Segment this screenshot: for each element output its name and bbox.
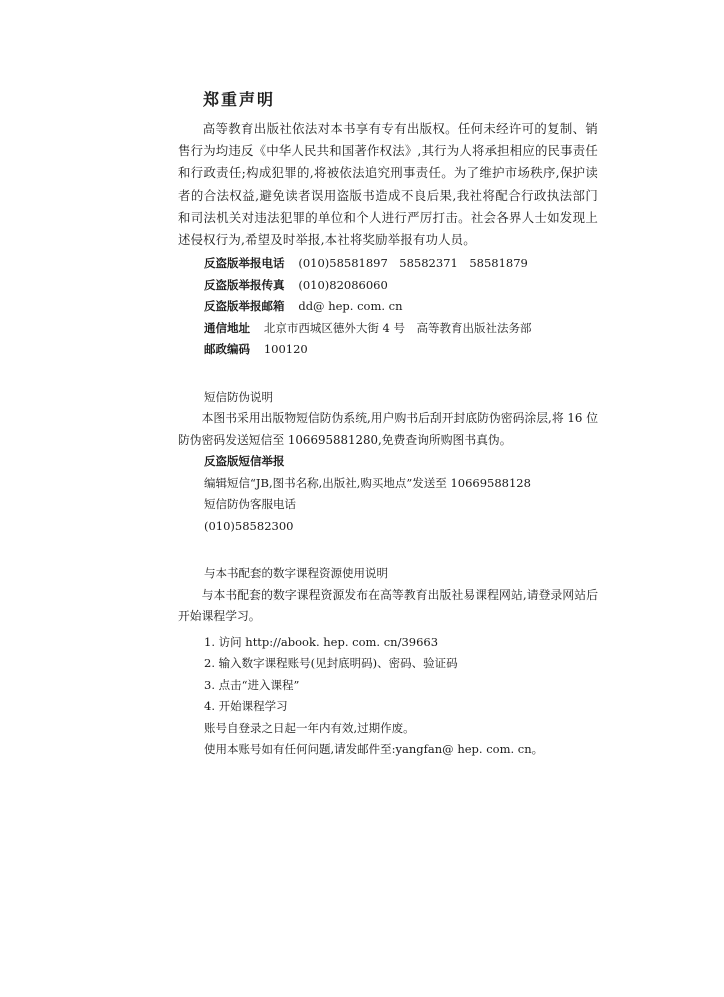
contact-row-email bbox=[178, 296, 598, 318]
notice-body: 高等教育出版社依法对本书享有专有出版权。任何未经许可的复制、销售行为均违反《中华人民共和国著作权法》,其行为人将承担相应的民事责任和行政责任;构成犯罪的,将被依法追究刑事责任。为了维护市场秩序,保护读者的合法权益,避免读者误用盗版书造成不良后果,我社将配合行政执法部门和司法机关对违法犯罪的单位和个人进行严厉打击。社会各界人士如发现上述侵权行为,希望及时举报,本社将奖励举报有功人员。 bbox=[178, 121, 598, 248]
contact-value: (010)82086060 bbox=[298, 277, 388, 292]
contact-label: 反盗版举报传真 bbox=[204, 277, 285, 292]
sms-section bbox=[178, 387, 598, 538]
contact-value: 北京市西城区德外大街 4 号 高等教育出版社法务部 bbox=[263, 320, 532, 335]
contact-label: 反盗版举报邮箱 bbox=[204, 299, 285, 314]
step-item: 4. 开始课程学习 bbox=[204, 699, 288, 714]
contact-value: dd@ hep. com. cn bbox=[298, 299, 403, 314]
contact-row-postcode bbox=[178, 339, 598, 361]
contact-value: 100120 bbox=[263, 342, 308, 357]
contact-row-fax bbox=[178, 275, 598, 297]
step-item: 2. 输入数字课程账号(见封底明码)、密码、验证码 bbox=[204, 656, 458, 671]
digital-heading: 与本书配套的数字课程资源使用说明 bbox=[204, 566, 388, 581]
contact-label: 反盗版举报电话 bbox=[204, 256, 285, 271]
sms-service-phone: (010)58582300 bbox=[204, 518, 294, 533]
sms-report-body: 编辑短信“JB,图书名称,出版社,购买地点”发送至 10669588128 bbox=[204, 475, 531, 490]
digital-steps bbox=[178, 632, 598, 718]
sms-report-heading: 反盗版短信举报 bbox=[204, 454, 285, 469]
copyright-page bbox=[178, 88, 598, 761]
sms-service-heading: 短信防伪客服电话 bbox=[204, 497, 296, 512]
digital-section bbox=[178, 563, 598, 761]
digital-validity: 账号自登录之日起一年内有效,过期作废。 bbox=[204, 720, 415, 735]
step-item: 1. 访问 http://abook. hep. com. cn/39663 bbox=[204, 634, 439, 649]
contact-row-address bbox=[178, 318, 598, 340]
contact-label: 邮政编码 bbox=[204, 342, 250, 357]
sms-body: 本图书采用出版物短信防伪系统,用户购书后刮开封底防伪密码涂层,将 16 位防伪密码发送短信至 106695881280,免费查询所购图书真伪。 bbox=[178, 411, 598, 447]
contact-list bbox=[178, 253, 598, 361]
digital-contact: 使用本账号如有任何问题,请发邮件至:yangfan@ hep. com. cn。 bbox=[204, 742, 544, 757]
step-item: 3. 点击“进入课程” bbox=[204, 677, 300, 692]
contact-value: (010)58581897 58582371 58581879 bbox=[298, 256, 528, 271]
digital-body: 与本书配套的数字课程资源发布在高等教育出版社易课程网站,请登录网站后开始课程学习。 bbox=[178, 587, 598, 624]
sms-heading: 短信防伪说明 bbox=[204, 389, 273, 404]
contact-row-phone bbox=[178, 253, 598, 275]
notice-title: 郑重声明 bbox=[203, 90, 276, 109]
contact-label: 通信地址 bbox=[204, 320, 250, 335]
